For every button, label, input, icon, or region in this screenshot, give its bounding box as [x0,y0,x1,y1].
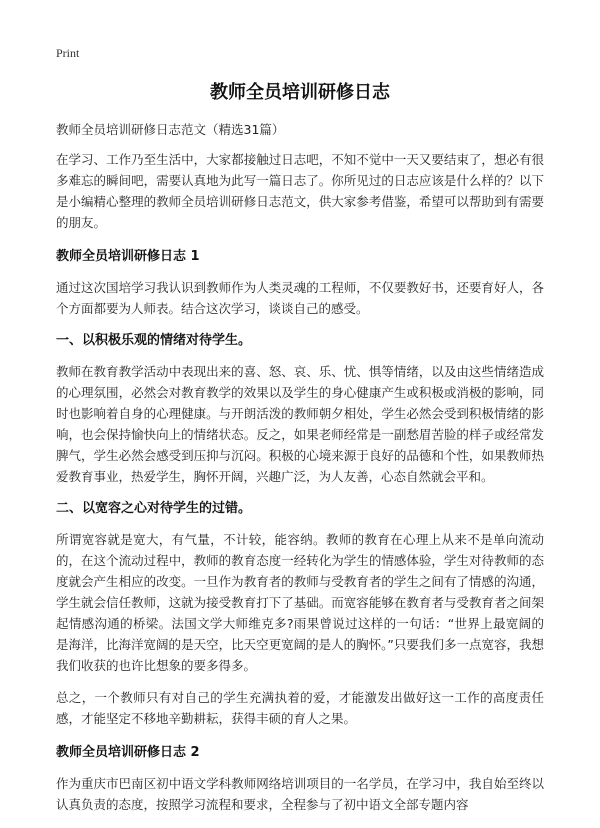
section-1-paragraph-2: 教师在教育教学活动中表现出来的喜、怒、哀、乐、忧、惧等情绪，以及由这些情绪造成的心理氛围，必然会对教育教学的效果以及学生的身心健康产生或积极或消极的影响，同时也影响着自身的心理健康。与开朗活泼的教师朝夕相处，学生必然会受到积极情绪的影响，也会保持愉快向上的情绪状态。反之，如果老师经常是一副愁眉苦脸的样子或经常发脾气，学生必然会感受到压抑与沉闷。积极的心境来源于良好的品德和个性，如果教师热爱教育事业，热爱学生，胸怀开阔，兴趣广泛，为人友善，心态自然就会平和。 [56,364,544,484]
document-subtitle: 教师全员培训研修日志范文（精选31篇） [56,122,285,137]
section-1-paragraph-3: 所谓宽容就是宽大，有气量，不计较，能容纳。教师的教育在心理上从来不是单向流动的，在这个流动过程中，教师的教育态度一经转化为学生的情感体验，学生对待教师的态度就会产生相应的改变。一旦作为教育者的教师与受教育者的学生之间有了情感的沟通，学生就会信任教师，这就为接受教育打下了基础。而宽容能够在教育者与受教育者之间架起情感沟通的桥梁。法国文学大师维克多?雨果曾说过这样的一句话：“世界上最宽阔的是海洋，比海洋宽阔的是天空，比天空更宽阔的是人的胸怀。”只要我们多一点宽容，我想我们收获的也许比想象的要多得多。 [56,532,544,673]
section-1-subheading-2: 二、以宽容之心对待学生的过错。 [56,501,252,516]
document-body [56,120,544,826]
section-1-paragraph-1: 通过这次国培学习我认识到教师作为人类灵魂的工程师，不仅要教好书，还要育好人，各个方面都要为人师表。结合这次学习，谈谈自己的感受。 [56,280,544,316]
section-1-paragraph-4: 总之，一个教师只有对自己的学生充满执着的爱，才能激发出做好这一工作的高度责任感，才能坚定不移地辛勤耕耘，获得丰硕的育人之果。 [56,690,544,726]
section-1-heading: 教师全员培训研修日志 1 [56,249,200,264]
section-2-heading: 教师全员培训研修日志 2 [56,745,200,760]
document-title: 教师全员培训研修日志 [210,82,390,103]
intro-paragraph: 在学习、工作乃至生活中，大家都接触过日志吧，不知不觉中一天又要结束了，想必有很多难忘的瞬间吧，需要认真地为此写一篇日志了。你所见过的日志应该是什么样的？以下是小编精心整理的教师全员培训研修日志范文，供大家参考借鉴，希望可以帮助到有需要的朋友。 [56,152,544,230]
section-2-paragraph-1: 作为重庆市巴南区初中语文学科教师网络培训项目的一名学员，在学习中，我自始至终以认真负责的态度，按照学习流程和要求，全程参与了初中语文全部专题内容 [56,776,544,812]
section-1-subheading-1: 一、以积极乐观的情绪对待学生。 [56,333,252,348]
print-link[interactable]: Print [56,46,80,60]
